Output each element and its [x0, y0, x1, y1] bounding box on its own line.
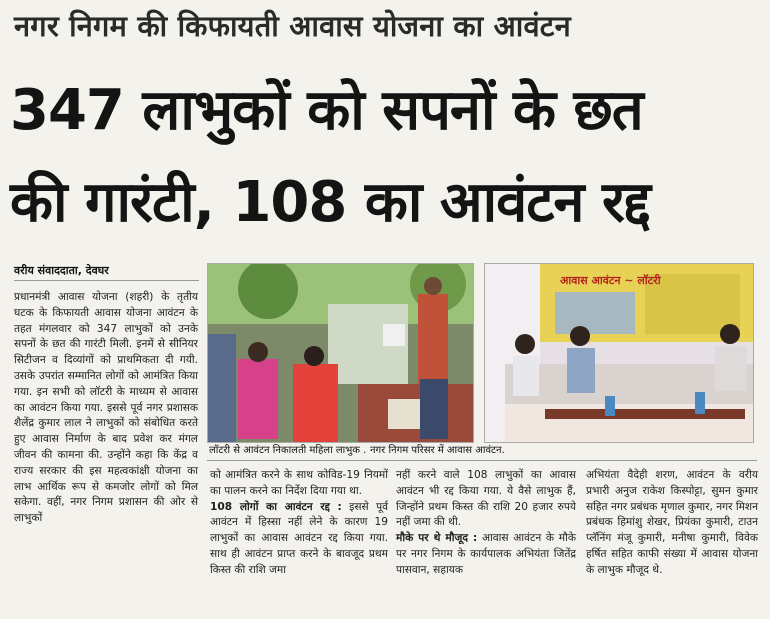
photo-lottery-image — [208, 264, 473, 442]
body-text: आवास आवंटन के मौके पर नगर निगम के कार्यपालक अभियंता जितेंद्र पासवान, सहायक — [396, 532, 576, 576]
photo-caption-2: नगर निगम परिसर में आवास आवंटन. — [370, 445, 505, 456]
photo-lottery — [207, 263, 474, 443]
body-column-3 — [396, 468, 576, 579]
subheading: 108 लोगों का आवंटन रद्द : — [210, 500, 342, 513]
photo-officials — [484, 263, 754, 443]
body-column-1 — [14, 290, 198, 527]
banner-text: आवास आवंटन ~ लॉटरी — [560, 274, 661, 287]
body-text: नहीं करने वाले 108 लाभुकों का आवास आवंटन भी रद्द किया गया. ये वैसे लाभुक हैं, जिन्होंने प्रथम किस्त की राशि 20 हजार रुपये नहीं जमा की थी. — [396, 469, 576, 529]
body-text: प्रधानमंत्री आवास योजना (शहरी) के तृतीय घटक के किफायती आवास योजना आवंटन के तहत मंगलवार को 347 लाभुकों को उनके सपनों के छत की गारंटी मिली. इनमें से सीनियर सिटीजन व दिव्यांगों को प्राथमिकता दी गयी. उसके उपरांत सम्मानित लोगों को आमंत्रित किया गया. इन सभी को लॉटरी के माध्यम से आवास का आवंटन किया गया. इससे पूर्व नगर प्रशासक शैलेंद्र कुमार लाल ने लाभुकों को संबोधित करते हुए आवास निर्माण के बाद प्रवेश कर मंगल जीवन की कामना की. उन्होंने कहा कि केंद्र व राज्य सरकार की इस महत्वकांक्षी योजना का लाभ आर्थिक रूप से कमजोर लोगों को मिल सकेगा. वहीं, नगर निगम प्रशासन की ओर से लाभुकों — [14, 291, 198, 525]
body-column-2 — [210, 468, 388, 579]
body-paragraph — [210, 500, 388, 579]
body-paragraph — [396, 531, 576, 578]
photo-caption-1: लॉटरी से आवंटन निकालती महिला लाभुक . — [209, 445, 367, 456]
photo-officials-image — [485, 264, 753, 442]
byline: वरीय संवाददाता, देवघर — [14, 263, 199, 281]
body-column-4 — [586, 468, 758, 579]
caption-divider — [207, 460, 757, 461]
body-text: को आमंत्रित करने के साथ कोविड-19 नियमों का पालन करने का निर्देश दिया गया था. — [210, 469, 388, 497]
body-text: अभियंता वैदेही शरण, आवंटन के वरीय प्रभारी अनुज राकेश किस्पोट्टा, सुमन कुमार सहित नगर प्रबंधक मृणाल कुमार, नगर मिशन प्रबंधक हिमांशु शेखर, प्रियंका कुमारी, टाउन प्लॅनिंग मंजू कुमारी, मनीषा कुमारी, विवेक हर्षित सहित काफी संख्या में आवास योजना के लाभुक मौजूद थे. — [586, 469, 758, 576]
article-kicker: नगर निगम की किफायती आवास योजना का आवंटन — [14, 9, 571, 43]
subheading: मौके पर थे मौजूद : — [396, 532, 478, 545]
article-headline-line2: की गारंटी, 108 का आवंटन रद्द — [10, 170, 651, 235]
article-headline-line1: 347 लाभुकों को सपनों के छत — [10, 78, 643, 143]
body-text: इससे पूर्व आवंटन में हिस्सा नहीं लेने के कारण 19 लाभुकों का आवास आवंटन रद्द किया गया. साथ ही आवंटन प्राप्त करने के बावजूद प्रथम किस्त की राशि जमा — [210, 500, 388, 576]
